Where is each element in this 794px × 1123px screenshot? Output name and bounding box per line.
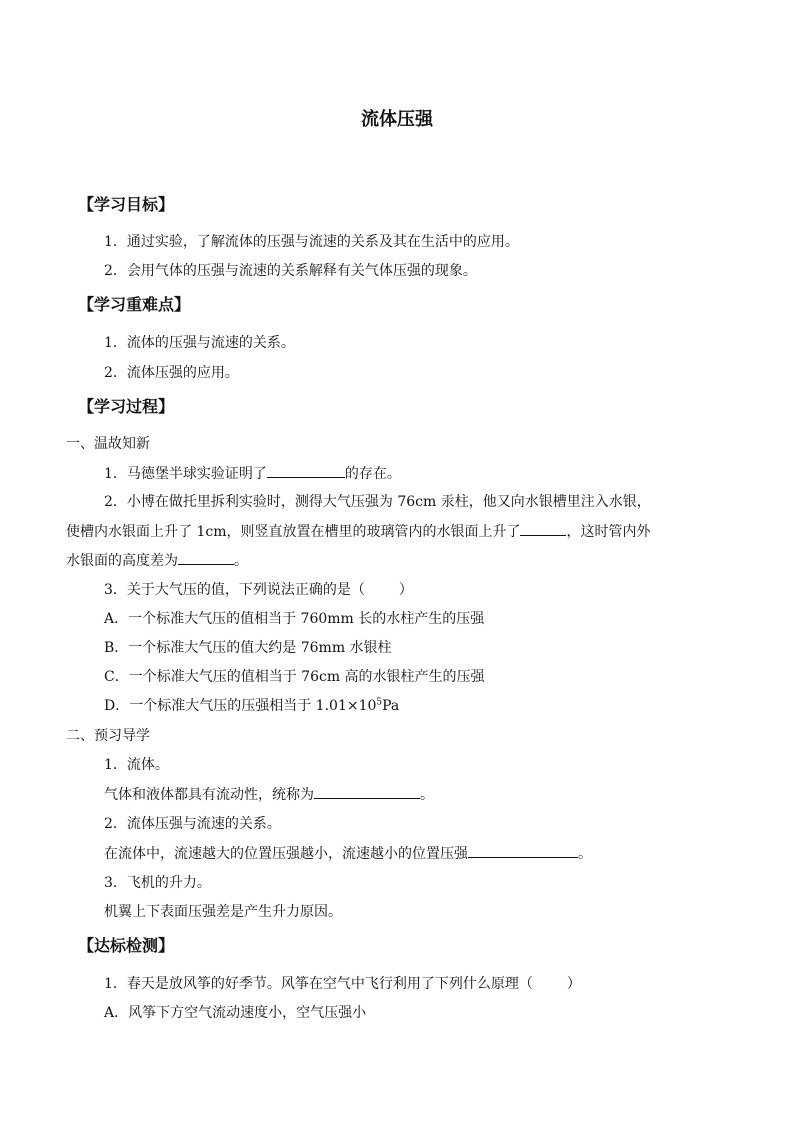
answer-blank — [520, 521, 566, 536]
review-question-1: 1．马德堡半球实验证明了 的存在。 — [104, 463, 401, 484]
review-question-2-line-3: 水银面的高度差为 。 — [66, 550, 248, 571]
option-b: B．一个标准大气压的值大约是 76mm 水银柱 — [104, 640, 392, 656]
option-c: C．一个标准大气压的值相当于 76cm 高的水银柱产生的压强 — [104, 669, 485, 685]
keypoint-item-1: 1．流体的压强与流速的关系。 — [104, 335, 295, 351]
preview-item-1-title: 1．流体。 — [104, 757, 169, 773]
answer-blank — [178, 550, 234, 565]
section-heading-goals: 【学习目标】 — [78, 195, 175, 214]
review-question-3: 3．关于大气压的值，下列说法正确的是（ ） — [104, 582, 413, 598]
preview-item-2-text: 在流体中，流速越大的位置压强越小，流速越小的位置压强 。 — [104, 843, 592, 864]
test-option-a: A．风筝下方空气流动速度小，空气压强小 — [104, 1005, 367, 1021]
goal-item-1: 1．通过实验，了解流体的压强与流速的关系及其在生活中的应用。 — [104, 234, 519, 250]
test-question-1: 1．春天是放风筝的好季节。风筝在空气中飞行利用了下列什么原理（ ） — [104, 976, 581, 992]
preview-item-3-text: 机翼上下表面压强差是产生升力原因。 — [104, 904, 342, 920]
page-title: 流体压强 — [361, 109, 433, 130]
review-question-2-line-2: 使槽内水银面上升了 1cm，则竖直放置在槽里的玻璃管内的水银面上升了 ，这时管内外 — [66, 521, 650, 542]
part2-label: 二、预习导学 — [66, 728, 150, 744]
answer-blank — [314, 784, 420, 799]
section-heading-process: 【学习过程】 — [78, 397, 175, 416]
option-d: D．一个标准大气压的压强相当于 $1.01\times 10^5Pa$ — [104, 697, 400, 714]
preview-item-2-title: 2．流体压强与流速的关系。 — [104, 816, 281, 832]
goal-item-2: 2．会用气体的压强与流速的关系解释有关气体压强的现象。 — [104, 263, 477, 279]
review-question-2-line-1: 2．小博在做托里拆利实验时，测得大气压强为 76cm 汞柱，他又向水银槽里注入水银， — [104, 494, 651, 510]
section-heading-keypoints: 【学习重难点】 — [78, 295, 191, 314]
keypoint-item-2: 2．流体压强的应用。 — [104, 365, 239, 381]
preview-item-1-text: 气体和液体都具有流动性，统称为 。 — [104, 784, 434, 805]
answer-blank — [468, 843, 578, 858]
part1-label: 一、温故知新 — [66, 436, 150, 452]
preview-item-3-title: 3．飞机的升力。 — [104, 875, 211, 891]
section-heading-test: 【达标检测】 — [78, 936, 175, 955]
answer-blank — [267, 463, 345, 478]
option-a: A．一个标准大气压的值相当于 760mm 长的水柱产生的压强 — [104, 611, 485, 627]
